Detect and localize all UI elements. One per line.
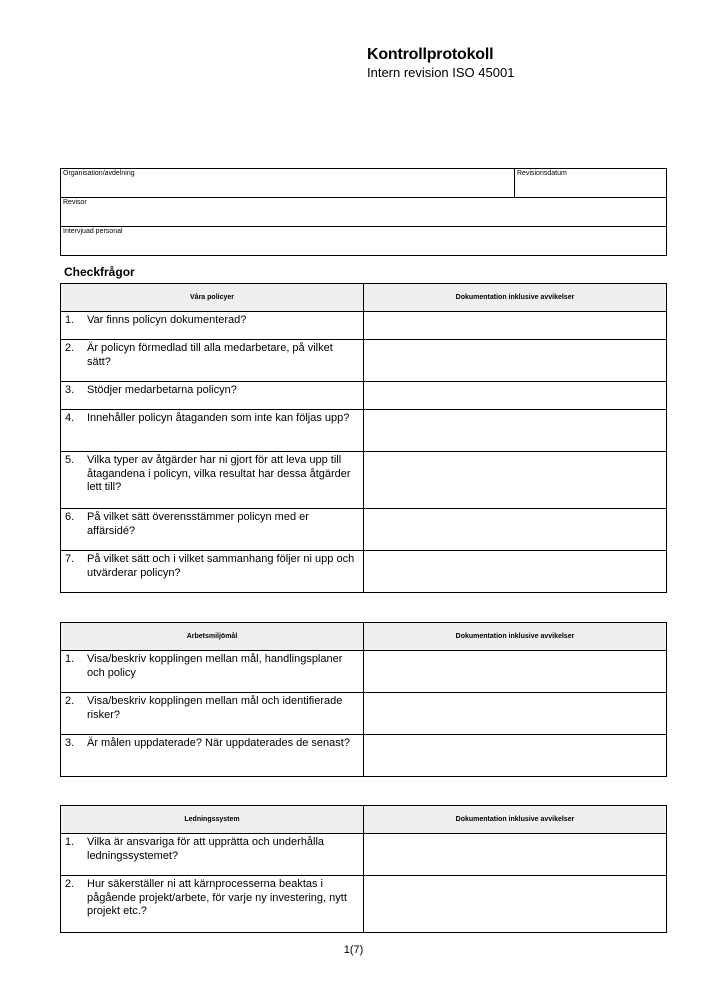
question-number: 3. xyxy=(65,384,75,396)
organisation-label: Organisation/avdelning xyxy=(63,170,135,177)
info-table xyxy=(60,168,667,256)
table-row xyxy=(61,735,364,777)
question-number: 1. xyxy=(65,836,75,848)
question-text: Visa/beskriv kopplingen mellan mål och identifierade risker? xyxy=(87,695,343,721)
table-row xyxy=(61,876,364,933)
documentation-cell[interactable] xyxy=(364,735,667,777)
table-row xyxy=(61,312,364,340)
question-text: Vilka typer av åtgärder har ni gjort för att leva upp till åtagandena i policyn, vilka resultat har dessa åtgärder lett till? xyxy=(87,454,351,493)
interviewed-label: Intervjuad personal xyxy=(63,228,123,235)
question-number: 1. xyxy=(65,314,75,326)
question-number: 1. xyxy=(65,653,75,665)
goals-doc-header: Dokumentation inklusive avvikelser xyxy=(364,623,667,651)
documentation-cell[interactable] xyxy=(364,834,667,876)
question-number: 2. xyxy=(65,878,75,890)
documentation-cell[interactable] xyxy=(364,551,667,593)
question-number: 6. xyxy=(65,511,75,523)
table-row xyxy=(61,452,364,509)
question-text: Hur säkerställer ni att kärnprocesserna beaktas i pågående projekt/arbete, för varje ny investering, nytt projekt etc.? xyxy=(87,878,347,917)
documentation-cell[interactable] xyxy=(364,509,667,551)
page-number: 1(7) xyxy=(343,944,364,956)
documentation-cell[interactable] xyxy=(364,876,667,933)
documentation-cell[interactable] xyxy=(364,312,667,340)
revision-date-label: Revisionsdatum xyxy=(517,170,567,177)
question-text: Stödjer medarbetarna policyn? xyxy=(87,384,237,396)
question-text: Är målen uppdaterade? När uppdaterades de senast? xyxy=(87,737,350,749)
table-row xyxy=(61,651,364,693)
table-row xyxy=(61,551,364,593)
auditor-label: Revisor xyxy=(63,199,87,206)
question-text: Är policyn förmedlad till alla medarbetare, på vilket sätt? xyxy=(87,342,333,368)
documentation-cell[interactable] xyxy=(364,651,667,693)
policy-doc-header: Dokumentation inklusive avvikelser xyxy=(364,284,667,312)
documentation-cell[interactable] xyxy=(364,452,667,509)
management-system-table xyxy=(60,805,667,933)
management-doc-header: Dokumentation inklusive avvikelser xyxy=(364,806,667,834)
documentation-cell[interactable] xyxy=(364,382,667,410)
organisation-field[interactable] xyxy=(61,169,515,198)
interviewed-field[interactable] xyxy=(61,227,667,256)
question-number: 2. xyxy=(65,342,75,354)
question-number: 5. xyxy=(65,454,75,466)
section-title: Checkfrågor xyxy=(64,265,135,279)
goals-table-header: Arbetsmiljömål xyxy=(61,623,364,651)
table-row xyxy=(61,410,364,452)
table-row xyxy=(61,382,364,410)
question-text: Vilka är ansvariga för att upprätta och underhålla ledningssystemet? xyxy=(87,836,325,862)
question-number: 2. xyxy=(65,695,75,707)
question-number: 7. xyxy=(65,553,75,565)
table-row xyxy=(61,834,364,876)
documentation-cell[interactable] xyxy=(364,410,667,452)
document-title: Kontrollprotokoll xyxy=(367,46,494,63)
question-number: 3. xyxy=(65,737,75,749)
question-text: Innehåller policyn åtaganden som inte kan följas upp? xyxy=(87,412,350,424)
work-environment-goals-table xyxy=(60,622,667,777)
auditor-field[interactable] xyxy=(61,198,667,227)
table-row xyxy=(61,340,364,382)
question-text: Var finns policyn dokumenterad? xyxy=(87,314,247,326)
management-table-header: Ledningssystem xyxy=(61,806,364,834)
documentation-cell[interactable] xyxy=(364,693,667,735)
policy-table-header: Våra policyer xyxy=(61,284,364,312)
table-row xyxy=(61,693,364,735)
documentation-cell[interactable] xyxy=(364,340,667,382)
document-subtitle: Intern revision ISO 45001 xyxy=(367,65,515,80)
question-number: 4. xyxy=(65,412,75,424)
revision-date-field[interactable] xyxy=(515,169,667,198)
question-text: Visa/beskriv kopplingen mellan mål, handlingsplaner och policy xyxy=(87,653,343,679)
question-text: På vilket sätt överensstämmer policyn med er affärsidé? xyxy=(87,511,309,537)
table-row xyxy=(61,509,364,551)
question-text: På vilket sätt och i vilket sammanhang följer ni upp och utvärderar policyn? xyxy=(87,553,355,579)
policy-table xyxy=(60,283,667,593)
